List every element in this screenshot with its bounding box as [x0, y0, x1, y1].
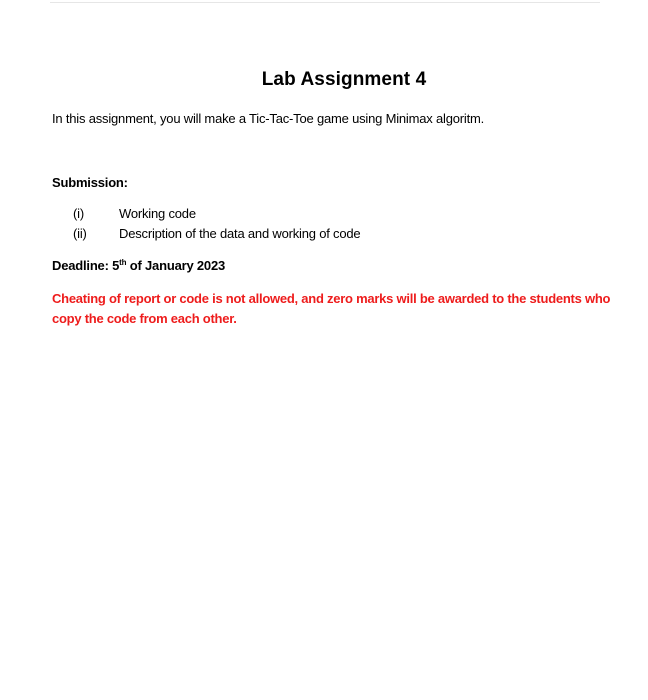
- list-item-marker: (ii): [73, 226, 87, 241]
- submission-heading: Submission:: [52, 175, 128, 190]
- list-item-text: Description of the data and working of code: [119, 226, 361, 241]
- assignment-intro: In this assignment, you will make a Tic-Tac-Toe game using Minimax algoritm.: [52, 111, 485, 126]
- deadline-date-rest: of January 2023: [129, 258, 226, 273]
- deadline-day-suffix: th: [119, 258, 127, 267]
- deadline-line: [52, 258, 225, 273]
- list-item-text: Working code: [119, 206, 196, 221]
- list-item-marker: (i): [73, 206, 84, 221]
- page-top-divider: [50, 2, 600, 3]
- cheating-warning: Cheating of report or code is not allowed, and zero marks will be awarded to the students who copy the code from each other.: [52, 291, 611, 326]
- deadline-label: Deadline:: [52, 258, 109, 273]
- deadline-day: 5: [112, 258, 120, 273]
- document-title: Lab Assignment 4: [261, 69, 427, 90]
